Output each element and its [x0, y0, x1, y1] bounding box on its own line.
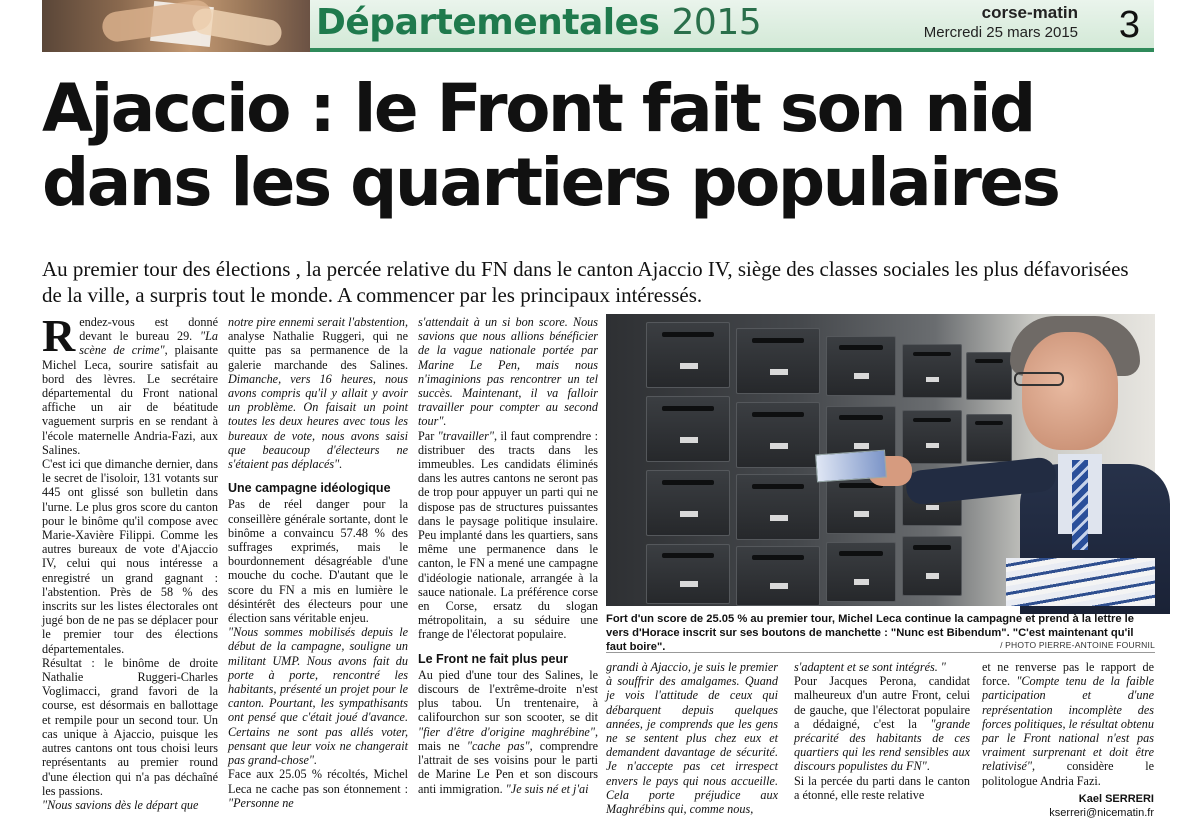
paragraph: s'adaptent et se sont intégrés. " [794, 660, 946, 674]
quote-run: "Je suis né et j'ai [505, 781, 589, 796]
article-column-1 [42, 310, 218, 812]
paragraph: Résultat : le binôme de droite Nathalie Ruggeri-Charles Voglimacci, grand favori de la course, est désormais en ballottage et rempile pour un second tour. Un cas unique à Ajaccio, puisque les autres cantons ont tous choisi leurs représentants au premier round d'une élection qui n'a pas déchaîné les passions. [42, 655, 218, 798]
headline [42, 72, 1162, 220]
article-column-3 [418, 315, 598, 811]
text-run: , considère le politologue Andria Fazi. [982, 759, 1154, 788]
headline-line-1: Ajaccio : le Front fait son nid [42, 70, 1034, 147]
paragraph [42, 310, 218, 457]
header-banner [42, 0, 1154, 52]
quote-run: "La scène de crime" [79, 329, 218, 358]
article-photo [606, 314, 1155, 606]
caption-divider [606, 652, 1155, 653]
headline-line-2: dans les quartiers populaires [42, 144, 1059, 221]
quote-run: "Personne ne [228, 795, 294, 810]
issue-date: Mercredi 25 mars 2015 [923, 24, 1078, 41]
article-column-6 [982, 660, 1154, 820]
text-run: Au pied d'une tour des Salines, le discours de l'extrême-droite n'est plus tabou. Un trentenaire, à califourchon sur son scooter, se dit [418, 667, 598, 725]
rubric-title: Départementales [316, 2, 660, 43]
article-column-4 [606, 660, 778, 817]
section-rubric [316, 2, 761, 43]
page-number: 3 [1118, 4, 1140, 46]
text-run: et ne renverse pas le rapport de force. [982, 660, 1154, 689]
paragraph [982, 660, 1154, 788]
paragraph: grandi à Ajaccio, je suis le premier à souffrir des amalgames. Quand je vois l'attitude de ceux qui débarquent depuis quelques années, je comprends que les gens ne se sentent plus chez eux et demandent davantage de sécurité. Je n'accepte pas cet irrespect envers le pays qui nous accueille. Cela porte préjudice aux Maghrébins qui, comme nous, [606, 660, 778, 817]
quote-run: "travailler" [437, 428, 494, 443]
rubric-year: 2015 [671, 2, 762, 43]
drop-cap: R [42, 310, 76, 361]
photo-credit: / PHOTO PIERRE-ANTOINE FOURNIL [1000, 640, 1155, 650]
text-run: . [926, 759, 930, 774]
quote-run: notre pire ennemi serait l'abstention [228, 315, 405, 329]
text-run: Face aux 25.05 % récoltés, Michel Leca ne cache pas son étonnement : [228, 767, 408, 796]
article-column-2 [228, 315, 408, 811]
paragraph [418, 668, 598, 796]
author-email[interactable]: kserreri@nicematin.fr [1049, 807, 1154, 820]
quote-run: "fier d'être d'origine maghrébine" [418, 724, 595, 739]
text-run: , analyse Nathalie Ruggeri, qui ne quitte pas sa permanence de la galerie marchande des Salines. [228, 315, 408, 372]
text-run: , il faut comprendre : distribuer des tracts dans les immeubles. Les candidats éliminés dans les autres cantons ne seront pas de trop pour appuyer un parti qui ne dispose pas de structures puissantes dans le paysage politique insulaire. Peu implanté dans les quartiers, sans même une permanence dans le canton, le FN a mené une campagne d'idéologie nationale, arrangée à la sauce nationale. La préférence corse en Corse, ersatz du slogan métropolitain, a su séduire une frange de l'électorat populaire. [418, 428, 598, 642]
standfirst: Au premier tour des élections , la percée relative du FN dans le canton Ajaccio IV, siège des classes sociales les plus défavorisées de la ville, a surpris tout le monde. A commencer par les principaux intéressés. [42, 257, 1129, 307]
text-run: , plaisante Michel Leca, sourire satisfait au bord des lèvres. Le secrétaire départemental du Front national affiche un air de béatitude vaguement surpris en se rendant à l'école maternelle Andria-Fazi, aux Salines. [42, 343, 218, 457]
paragraph: s'attendait à un si bon score. Nous savions que nous allions bénéficier de la vague nationale portée par Marine Le Pen, mais nous n'imaginions pas rencontrer un tel succès. Maintenant, il va falloir travailler pour compter au second tour". [418, 315, 598, 429]
paragraph: Si la percée du parti dans le canton a étonné, elle reste relative [794, 773, 970, 802]
quote-run: Dimanche, vers 16 heures, nous avons compris qu'il y allait y avoir un problème. On faisait un point toutes les deux heures avec tous les bureaux de vote, nous avons saisi que beaucoup d'électeurs ne s'étaient pas déplacés". [228, 371, 408, 472]
paragraph [228, 315, 408, 471]
text-run: endez-vous est donné devant le bureau 29. [79, 315, 218, 344]
campaign-flyer [815, 450, 887, 483]
paragraph: C'est ici que dimanche dernier, dans le secret de l'isoloir, 131 votants sur 445 ont glissé son bulletin dans l'urne. Le plus gros score du canton pour le binôme qu'il compose avec Marie-Xavière Filippi. Comme les autres bureaux de vote d'Ajaccio IV, celui qui nous intéresse a enregistré un grand gagnant : l'abstention. Près de 58 % des inscrits sur les listes électorales ont jugé bon de ne pas se déplacer pour le premier tour des élections départementales. [42, 457, 218, 656]
newspaper-name: corse-matin [981, 3, 1078, 22]
text-run: , mais ne [418, 724, 598, 753]
paragraph [794, 674, 970, 773]
quote-run: "grande précarité des habitants de ces quartiers qui les rend sensibles aux discours populistes du FN" [794, 716, 970, 774]
photo-caption: Fort d'un score de 25.05 % au premier tour, Michel Leca continue la campagne et prend à la lettre le vers d'Horace inscrit sur ses boutons de manchette : "Nunc est Bibendum". "C'est maintenant qu'il faut boire". [606, 613, 1135, 653]
paragraph [418, 429, 598, 642]
text-run: Par [418, 428, 438, 443]
paragraph: "Nous sommes mobilisés depuis le début de la campagne, souligne un militant UMP. Nous avons fait du porte à porte, rencontré les habitants, présenté un projet pour le canton. Pourtant, les sympathisants ont pensé que c'était joué d'avance. Certains ne sont pas allés voter, pensant que leur voix ne changerait pas grand-chose". [228, 625, 408, 768]
paragraph [228, 767, 408, 810]
paragraph: "Nous savions dès le départ que [42, 797, 199, 812]
quote-run: "cache pas" [466, 738, 530, 753]
author-name: Kael SERRERI [1078, 792, 1154, 805]
quote-run: "Compte tenu de la faible participation et d'une représentation incomplète des forces politiques, le résultat obtenu par le Front national n'est pas vraiment surprenant et doit être relativisé" [982, 674, 1154, 774]
paragraph: Pas de réel danger pour la conseillère générale sortante, dont le binôme a convaincu 57.48 % des suffrages exprimés, mais le bourdonnement désagréable d'une mouche du coche. D'autant que le score du FN a mis en lumière le désintérêt des électeurs pour une élection sans véritable enjeu. [228, 497, 408, 626]
banner-photo [42, 0, 310, 52]
rubric-band [310, 0, 1154, 52]
subheading: Une campagne idéologique [228, 481, 391, 496]
article-column-5 [794, 660, 970, 811]
text-run: , comprendre l'attrait de ses voisins pour le parti de Marine Le Pen et son discours anti immigration. [418, 738, 598, 796]
text-run: Pour Jacques Perona, candidat malheureux d'un autre Front, celui de gauche, que l'électorat populaire a dédaigné, c'est la [794, 674, 970, 731]
subheading: Le Front ne fait plus peur [418, 651, 569, 666]
